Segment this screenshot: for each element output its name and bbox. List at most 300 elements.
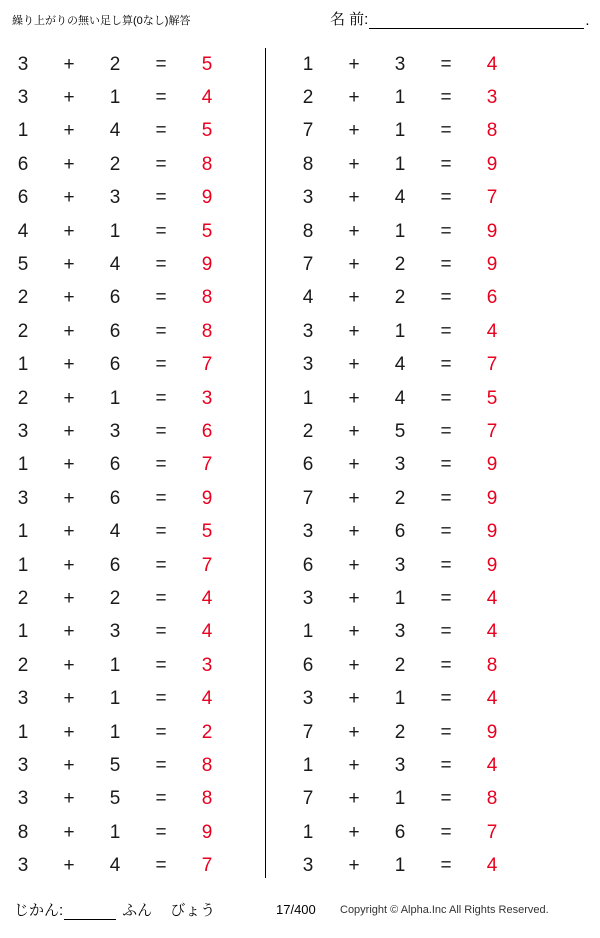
- operator: +: [348, 220, 360, 242]
- operand-a: 1: [302, 754, 314, 776]
- answer[interactable]: 4: [486, 587, 498, 609]
- operand-b: 1: [394, 587, 406, 609]
- equals-sign: =: [440, 654, 452, 676]
- operator: +: [63, 621, 75, 643]
- problem-row: [0, 349, 265, 382]
- problem-row: [285, 415, 550, 448]
- answer[interactable]: 7: [201, 855, 213, 877]
- operand-b: 1: [109, 721, 121, 743]
- problem-row: [285, 816, 550, 849]
- equals-sign: =: [155, 454, 167, 476]
- problem-row: [0, 616, 265, 649]
- problem-row: [0, 449, 265, 482]
- equals-sign: =: [155, 187, 167, 209]
- operand-a: 2: [17, 587, 29, 609]
- equals-sign: =: [440, 87, 452, 109]
- equals-sign: =: [440, 354, 452, 376]
- answer[interactable]: 9: [486, 554, 498, 576]
- operator: +: [348, 521, 360, 543]
- operand-b: 4: [394, 187, 406, 209]
- operand-b: 4: [109, 120, 121, 142]
- operand-a: 3: [302, 855, 314, 877]
- answer[interactable]: 5: [201, 521, 213, 543]
- problem-row: [285, 349, 550, 382]
- operand-b: 1: [109, 821, 121, 843]
- answer[interactable]: 9: [486, 721, 498, 743]
- equals-sign: =: [155, 654, 167, 676]
- operand-b: 6: [394, 521, 406, 543]
- operator: +: [348, 855, 360, 877]
- operand-a: 3: [302, 354, 314, 376]
- answer[interactable]: 7: [201, 354, 213, 376]
- operator: +: [63, 554, 75, 576]
- answer[interactable]: 4: [486, 688, 498, 710]
- operator: +: [63, 454, 75, 476]
- equals-sign: =: [155, 688, 167, 710]
- equals-sign: =: [155, 621, 167, 643]
- equals-sign: =: [155, 587, 167, 609]
- problem-row: [0, 515, 265, 548]
- operator: +: [63, 688, 75, 710]
- operator: +: [63, 187, 75, 209]
- problem-row: [0, 182, 265, 215]
- equals-sign: =: [440, 53, 452, 75]
- answer[interactable]: 8: [486, 788, 498, 810]
- operator: +: [348, 821, 360, 843]
- page-footer: [0, 886, 600, 938]
- page-number: 17/400: [276, 902, 316, 917]
- answer[interactable]: 8: [201, 287, 213, 309]
- problem-row: [285, 582, 550, 615]
- problem-row: [285, 649, 550, 682]
- equals-sign: =: [440, 287, 452, 309]
- operator: +: [348, 788, 360, 810]
- problem-row: [0, 81, 265, 114]
- operand-a: 1: [17, 454, 29, 476]
- operand-a: 5: [17, 254, 29, 276]
- operand-a: 3: [17, 53, 29, 75]
- operand-b: 2: [394, 487, 406, 509]
- equals-sign: =: [440, 521, 452, 543]
- operand-a: 3: [302, 187, 314, 209]
- equals-sign: =: [155, 87, 167, 109]
- equals-sign: =: [440, 454, 452, 476]
- operand-b: 2: [394, 721, 406, 743]
- answer[interactable]: 9: [486, 220, 498, 242]
- operand-a: 6: [302, 454, 314, 476]
- equals-sign: =: [440, 621, 452, 643]
- operator: +: [63, 87, 75, 109]
- answer[interactable]: 9: [486, 254, 498, 276]
- operand-b: 2: [394, 254, 406, 276]
- operand-b: 2: [394, 654, 406, 676]
- answer[interactable]: 7: [486, 821, 498, 843]
- operand-a: 4: [302, 287, 314, 309]
- problem-row: [285, 716, 550, 749]
- operand-b: 6: [109, 454, 121, 476]
- problem-row: [0, 582, 265, 615]
- operand-a: 3: [302, 587, 314, 609]
- operand-b: 2: [394, 287, 406, 309]
- answer[interactable]: 7: [486, 354, 498, 376]
- operand-a: 3: [17, 87, 29, 109]
- equals-sign: =: [440, 320, 452, 342]
- problem-row: [285, 81, 550, 114]
- problem-row: [0, 215, 265, 248]
- operand-b: 3: [394, 621, 406, 643]
- operand-b: 1: [394, 120, 406, 142]
- answer[interactable]: 4: [201, 621, 213, 643]
- operand-b: 1: [394, 87, 406, 109]
- equals-sign: =: [440, 420, 452, 442]
- operand-a: 6: [17, 187, 29, 209]
- equals-sign: =: [440, 554, 452, 576]
- problem-row: [0, 549, 265, 582]
- problem-row: [285, 382, 550, 415]
- operand-b: 3: [394, 554, 406, 576]
- equals-sign: =: [440, 254, 452, 276]
- operator: +: [348, 487, 360, 509]
- operand-b: 1: [109, 387, 121, 409]
- name-input[interactable]: [369, 11, 584, 29]
- operand-b: 4: [394, 387, 406, 409]
- operand-a: 3: [302, 688, 314, 710]
- equals-sign: =: [155, 721, 167, 743]
- operator: +: [348, 554, 360, 576]
- problem-row: [285, 482, 550, 515]
- problem-row: [0, 716, 265, 749]
- operator: +: [63, 420, 75, 442]
- operator: +: [348, 454, 360, 476]
- operand-b: 1: [394, 855, 406, 877]
- problem-row: [285, 282, 550, 315]
- problem-row: [285, 616, 550, 649]
- answer[interactable]: 5: [201, 220, 213, 242]
- equals-sign: =: [155, 254, 167, 276]
- problem-row: [0, 482, 265, 515]
- equals-sign: =: [155, 420, 167, 442]
- operand-b: 3: [109, 621, 121, 643]
- problem-row: [285, 115, 550, 148]
- problem-row: [0, 315, 265, 348]
- problem-row: [285, 749, 550, 782]
- answer[interactable]: 7: [201, 554, 213, 576]
- operand-a: 1: [17, 554, 29, 576]
- answer[interactable]: 9: [486, 487, 498, 509]
- answer[interactable]: 8: [486, 120, 498, 142]
- page-title: 繰り上がりの無い足し算(0なし)解答: [12, 15, 191, 27]
- answer[interactable]: 5: [201, 120, 213, 142]
- operand-b: 6: [109, 354, 121, 376]
- operator: +: [348, 621, 360, 643]
- operand-b: 5: [109, 754, 121, 776]
- problem-column-right: [285, 48, 550, 883]
- operator: +: [348, 320, 360, 342]
- operand-a: 3: [17, 754, 29, 776]
- operand-b: 5: [394, 420, 406, 442]
- operand-a: 4: [17, 220, 29, 242]
- operand-a: 1: [302, 53, 314, 75]
- answer[interactable]: 8: [201, 320, 213, 342]
- answer[interactable]: 9: [486, 153, 498, 175]
- operand-a: 7: [302, 254, 314, 276]
- answer[interactable]: 5: [486, 387, 498, 409]
- operator: +: [348, 53, 360, 75]
- answer[interactable]: 4: [486, 621, 498, 643]
- answer[interactable]: 4: [201, 587, 213, 609]
- operand-a: 8: [17, 821, 29, 843]
- time-minutes-unit: ふん: [122, 902, 153, 919]
- answer[interactable]: 4: [201, 688, 213, 710]
- operand-b: 4: [109, 521, 121, 543]
- operator: +: [63, 153, 75, 175]
- problem-row: [285, 549, 550, 582]
- operator: +: [348, 654, 360, 676]
- equals-sign: =: [440, 187, 452, 209]
- equals-sign: =: [440, 587, 452, 609]
- operand-b: 6: [109, 287, 121, 309]
- operand-a: 6: [17, 153, 29, 175]
- operand-a: 3: [302, 521, 314, 543]
- name-period: .: [585, 12, 590, 29]
- time-seconds-input[interactable]: [162, 904, 168, 920]
- operand-a: 7: [302, 487, 314, 509]
- operand-a: 3: [17, 688, 29, 710]
- equals-sign: =: [155, 821, 167, 843]
- equals-sign: =: [440, 721, 452, 743]
- equals-sign: =: [440, 387, 452, 409]
- problem-row: [0, 783, 265, 816]
- operand-a: 1: [302, 621, 314, 643]
- answer[interactable]: 4: [486, 855, 498, 877]
- operand-b: 1: [394, 688, 406, 710]
- equals-sign: =: [440, 855, 452, 877]
- equals-sign: =: [155, 287, 167, 309]
- problem-row: [0, 649, 265, 682]
- copyright-notice: Copyright © Alpha.Inc All Rights Reserved.: [340, 904, 549, 916]
- operand-a: 3: [17, 487, 29, 509]
- operand-a: 1: [302, 821, 314, 843]
- name-field-block: [330, 8, 590, 29]
- operand-a: 2: [302, 87, 314, 109]
- problem-row: [0, 48, 265, 81]
- equals-sign: =: [440, 220, 452, 242]
- answer[interactable]: 7: [486, 187, 498, 209]
- operand-b: 5: [109, 788, 121, 810]
- operator: +: [348, 587, 360, 609]
- answer[interactable]: 9: [201, 254, 213, 276]
- operand-a: 3: [302, 320, 314, 342]
- answer[interactable]: 9: [201, 821, 213, 843]
- answer[interactable]: 9: [201, 487, 213, 509]
- answer[interactable]: 4: [486, 754, 498, 776]
- time-field-block: [14, 899, 215, 920]
- problem-row: [0, 849, 265, 882]
- operator: +: [63, 855, 75, 877]
- problem-row: [285, 849, 550, 882]
- operand-a: 7: [302, 120, 314, 142]
- operator: +: [348, 187, 360, 209]
- operand-b: 1: [394, 220, 406, 242]
- operator: +: [63, 721, 75, 743]
- problem-row: [0, 749, 265, 782]
- equals-sign: =: [155, 53, 167, 75]
- equals-sign: =: [155, 354, 167, 376]
- problem-row: [285, 248, 550, 281]
- name-label: 名 前:: [330, 11, 369, 28]
- answer[interactable]: 6: [486, 287, 498, 309]
- problem-row: [285, 215, 550, 248]
- operand-b: 2: [109, 587, 121, 609]
- operator: +: [63, 287, 75, 309]
- equals-sign: =: [155, 554, 167, 576]
- operator: +: [348, 354, 360, 376]
- equals-sign: =: [155, 153, 167, 175]
- operand-b: 2: [109, 53, 121, 75]
- time-minutes-input[interactable]: [64, 903, 116, 920]
- operand-a: 2: [17, 654, 29, 676]
- equals-sign: =: [155, 120, 167, 142]
- equals-sign: =: [440, 120, 452, 142]
- problem-row: [0, 115, 265, 148]
- operator: +: [348, 721, 360, 743]
- problem-row: [285, 515, 550, 548]
- answer[interactable]: 8: [486, 654, 498, 676]
- operator: +: [63, 220, 75, 242]
- operand-b: 4: [109, 254, 121, 276]
- operator: +: [348, 688, 360, 710]
- operator: +: [63, 654, 75, 676]
- page-header: [0, 0, 600, 40]
- problem-row: [285, 449, 550, 482]
- operand-a: 3: [17, 855, 29, 877]
- equals-sign: =: [155, 521, 167, 543]
- problem-row: [0, 282, 265, 315]
- operand-a: 8: [302, 220, 314, 242]
- problem-row: [285, 48, 550, 81]
- operand-a: 2: [17, 287, 29, 309]
- operand-a: 2: [302, 420, 314, 442]
- operator: +: [348, 87, 360, 109]
- answer[interactable]: 3: [201, 387, 213, 409]
- answer[interactable]: 7: [201, 454, 213, 476]
- operand-b: 6: [394, 821, 406, 843]
- operator: +: [348, 387, 360, 409]
- operand-a: 3: [17, 420, 29, 442]
- operand-b: 6: [109, 487, 121, 509]
- operand-b: 3: [394, 53, 406, 75]
- problem-row: [0, 682, 265, 715]
- equals-sign: =: [155, 487, 167, 509]
- equals-sign: =: [440, 688, 452, 710]
- answer[interactable]: 8: [201, 788, 213, 810]
- problem-row: [285, 148, 550, 181]
- problem-row: [285, 182, 550, 215]
- operand-a: 3: [17, 788, 29, 810]
- operand-b: 1: [394, 320, 406, 342]
- operand-a: 1: [17, 354, 29, 376]
- problem-column-left: [0, 48, 265, 883]
- equals-sign: =: [155, 855, 167, 877]
- operand-b: 3: [394, 454, 406, 476]
- answer[interactable]: 3: [201, 654, 213, 676]
- equals-sign: =: [440, 821, 452, 843]
- operand-a: 2: [17, 387, 29, 409]
- operand-a: 6: [302, 654, 314, 676]
- answer[interactable]: 2: [201, 721, 213, 743]
- equals-sign: =: [440, 754, 452, 776]
- equals-sign: =: [155, 220, 167, 242]
- operator: +: [348, 420, 360, 442]
- problem-row: [0, 415, 265, 448]
- problem-row: [285, 682, 550, 715]
- answer[interactable]: 4: [486, 53, 498, 75]
- answer[interactable]: 8: [201, 153, 213, 175]
- operator: +: [63, 320, 75, 342]
- answer[interactable]: 8: [201, 754, 213, 776]
- time-label: じかん:: [14, 902, 64, 919]
- answer[interactable]: 9: [201, 187, 213, 209]
- answer[interactable]: 4: [486, 320, 498, 342]
- answer[interactable]: 7: [486, 420, 498, 442]
- equals-sign: =: [440, 153, 452, 175]
- operand-a: 1: [302, 387, 314, 409]
- answer[interactable]: 6: [201, 420, 213, 442]
- operator: +: [348, 254, 360, 276]
- answer[interactable]: 9: [486, 454, 498, 476]
- operator: +: [348, 754, 360, 776]
- operator: +: [348, 120, 360, 142]
- operand-a: 8: [302, 153, 314, 175]
- operator: +: [63, 587, 75, 609]
- equals-sign: =: [155, 754, 167, 776]
- answer[interactable]: 4: [201, 87, 213, 109]
- operator: +: [63, 487, 75, 509]
- answer[interactable]: 9: [486, 521, 498, 543]
- operand-b: 1: [394, 153, 406, 175]
- operator: +: [63, 254, 75, 276]
- operand-b: 1: [109, 688, 121, 710]
- operator: +: [63, 821, 75, 843]
- answer[interactable]: 5: [201, 53, 213, 75]
- operator: +: [348, 153, 360, 175]
- operand-b: 1: [109, 220, 121, 242]
- time-seconds-unit: びょう: [170, 902, 216, 919]
- operand-b: 6: [109, 320, 121, 342]
- answer[interactable]: 3: [486, 87, 498, 109]
- operand-a: 1: [17, 120, 29, 142]
- problem-row: [0, 148, 265, 181]
- operand-b: 1: [109, 87, 121, 109]
- operand-a: 6: [302, 554, 314, 576]
- equals-sign: =: [440, 788, 452, 810]
- operator: +: [63, 354, 75, 376]
- operand-a: 1: [17, 521, 29, 543]
- operator: +: [63, 120, 75, 142]
- operator: +: [63, 387, 75, 409]
- problem-row: [0, 382, 265, 415]
- equals-sign: =: [155, 788, 167, 810]
- operand-a: 7: [302, 721, 314, 743]
- operator: +: [348, 287, 360, 309]
- operand-b: 6: [109, 554, 121, 576]
- operator: +: [63, 788, 75, 810]
- operator: +: [63, 521, 75, 543]
- operand-b: 3: [109, 420, 121, 442]
- problem-row: [285, 783, 550, 816]
- operand-a: 1: [17, 721, 29, 743]
- operand-a: 2: [17, 320, 29, 342]
